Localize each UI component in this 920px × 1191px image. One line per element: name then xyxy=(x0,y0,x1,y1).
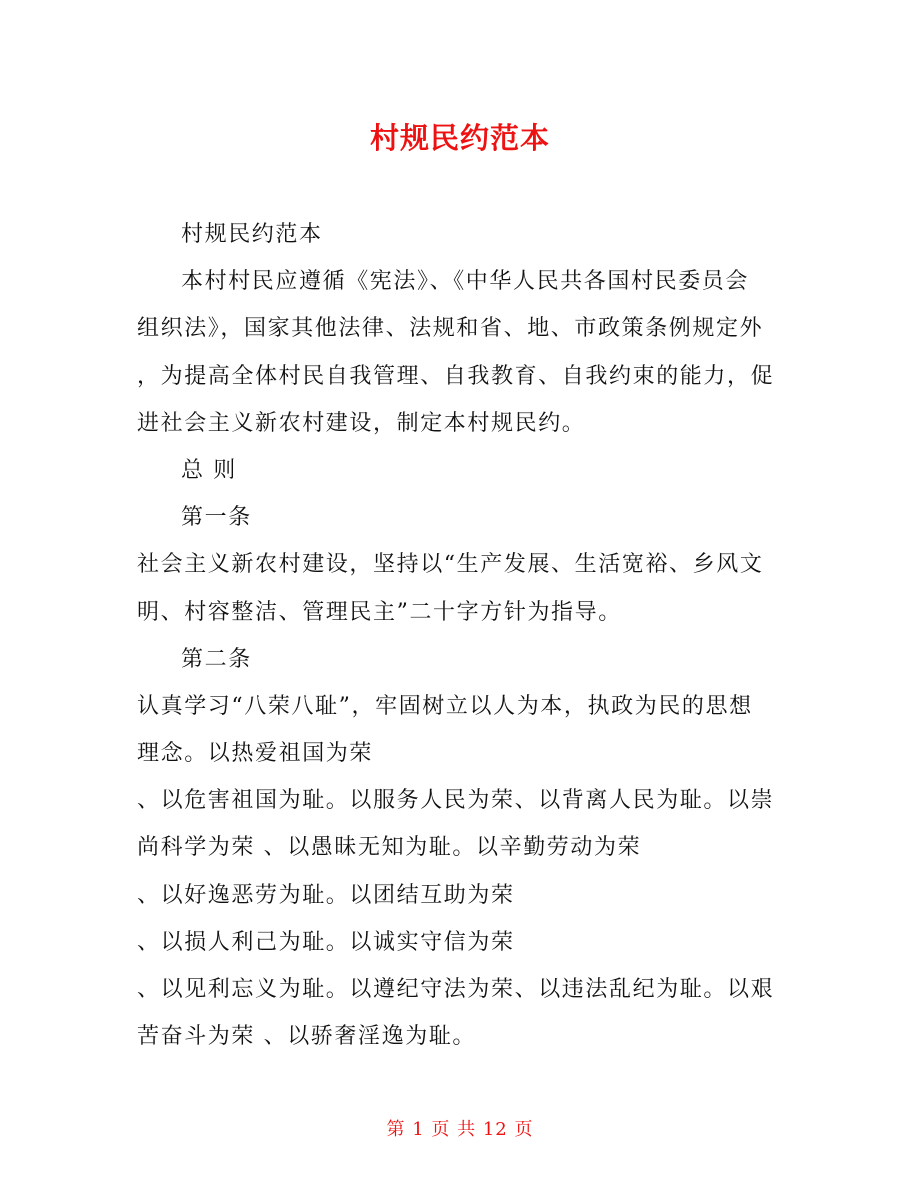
body-line: 村规民约范本 xyxy=(181,222,323,247)
body-line: 、以损人利己为耻。以诚实守信为荣 xyxy=(137,929,515,955)
article-heading: 第二条 xyxy=(181,646,252,672)
body-line: 进社会主义新农村建设，制定本村规民约。 xyxy=(137,410,586,436)
page-number-footer: 第 1 页 共 12 页 xyxy=(386,1119,534,1140)
body-line: 认真学习“八荣八耻”，牢固树立以人为本，执政为民的思想 xyxy=(137,693,753,719)
document-title: 村规民约范本 xyxy=(369,121,550,155)
body-line: 苦奋斗为荣 、以骄奢淫逸为耻。 xyxy=(137,1024,476,1050)
body-line: 、以好逸恶劳为耻。以团结互助为荣 xyxy=(137,882,515,908)
body-line: 理念。以热爱祖国为荣 xyxy=(137,741,374,767)
body-line: ，为提高全体村民自我管理、自我教育、自我约束的能力，促 xyxy=(137,363,775,389)
body-line: 、以见利忘义为耻。以遵纪守法为荣、以违法乱纪为耻。以艰 xyxy=(137,977,775,1002)
article-heading: 第一条 xyxy=(181,505,252,531)
body-line: 明、村容整洁、管理民主”二十字方针为指导。 xyxy=(137,599,622,625)
body-line: 本村村民应遵循《宪法》、《中华人民共各国村民委员会 xyxy=(181,269,750,295)
body-line: 尚科学为荣 、以愚昧无知为耻。以辛勤劳动为荣 xyxy=(137,835,642,861)
body-line: 社会主义新农村建设，坚持以“生产发展、生活宽裕、乡风文 xyxy=(137,552,764,578)
body-line: 、以危害祖国为耻。以服务人民为荣、以背离人民为耻。以崇 xyxy=(137,788,775,814)
body-line: 组织法》，国家其他法律、法规和省、地、市政策条例规定外 xyxy=(137,316,764,342)
section-heading: 总 则 xyxy=(181,457,237,483)
document-body xyxy=(137,211,789,1060)
